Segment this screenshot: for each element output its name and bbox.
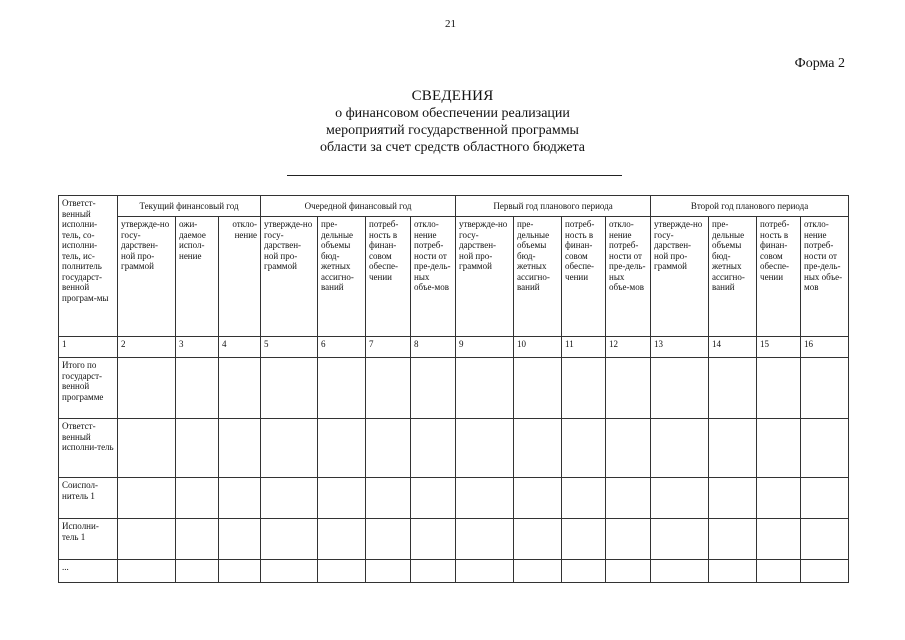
data-cell[interactable] <box>709 519 757 560</box>
data-cell[interactable] <box>606 478 651 519</box>
data-cell[interactable] <box>366 478 411 519</box>
data-cell[interactable] <box>318 560 366 583</box>
data-cell[interactable] <box>261 419 318 478</box>
data-cell[interactable] <box>318 519 366 560</box>
data-cell[interactable] <box>514 419 562 478</box>
data-cell[interactable] <box>219 419 261 478</box>
header-current-year: Текущий финансовый год <box>118 196 261 217</box>
data-cell[interactable] <box>176 519 219 560</box>
data-cell[interactable] <box>757 358 801 419</box>
subheader: потреб-ность в финан-совом обеспе-чении <box>366 217 411 337</box>
subheader: откло-нение <box>219 217 261 337</box>
data-cell[interactable] <box>219 478 261 519</box>
data-cell[interactable] <box>562 478 606 519</box>
data-cell[interactable] <box>562 358 606 419</box>
subheader: утвержде-но госу-дарствен-ной про-граммой <box>456 217 514 337</box>
data-cell[interactable] <box>411 519 456 560</box>
table-row <box>59 519 849 560</box>
data-cell[interactable] <box>456 358 514 419</box>
row-label: Ответст-венный исполни-тель <box>59 419 118 478</box>
column-number: 10 <box>514 337 562 358</box>
data-cell[interactable] <box>562 519 606 560</box>
header-responsible: Ответст-венный исполни-тель, со-исполни-тель, ис-полнитель государст-венной програм-мы <box>59 196 118 337</box>
data-cell[interactable] <box>606 560 651 583</box>
data-cell[interactable] <box>118 519 176 560</box>
data-cell[interactable] <box>219 519 261 560</box>
data-cell[interactable] <box>219 358 261 419</box>
data-cell[interactable] <box>651 358 709 419</box>
subheader: ожи-даемое испол-нение <box>176 217 219 337</box>
data-cell[interactable] <box>318 419 366 478</box>
financing-table <box>58 195 849 583</box>
column-number: 2 <box>118 337 176 358</box>
data-cell[interactable] <box>366 560 411 583</box>
data-cell[interactable] <box>514 358 562 419</box>
data-cell[interactable] <box>456 478 514 519</box>
column-number: 14 <box>709 337 757 358</box>
data-cell[interactable] <box>261 519 318 560</box>
subheader: пре-дельные объемы бюд-жетных ассигно-ваний <box>514 217 562 337</box>
column-number: 15 <box>757 337 801 358</box>
column-number: 3 <box>176 337 219 358</box>
subheader: утвержде-но госу-дарствен-ной про-граммой <box>651 217 709 337</box>
subheader: откло-нение потреб-ности от пре-дель-ных объе-мов <box>411 217 456 337</box>
header-next-year: Очередной финансовый год <box>261 196 456 217</box>
subheader: пре-дельные объемы бюд-жетных ассигно-ваний <box>318 217 366 337</box>
data-cell[interactable] <box>651 560 709 583</box>
header-plan-year-1: Первый год планового периода <box>456 196 651 217</box>
data-cell[interactable] <box>562 560 606 583</box>
data-cell[interactable] <box>709 358 757 419</box>
data-cell[interactable] <box>651 519 709 560</box>
data-cell[interactable] <box>606 358 651 419</box>
data-cell[interactable] <box>411 419 456 478</box>
table-row <box>59 560 849 583</box>
title-underline <box>287 175 622 176</box>
data-cell[interactable] <box>514 560 562 583</box>
table-row <box>59 419 849 478</box>
data-cell[interactable] <box>411 478 456 519</box>
data-cell[interactable] <box>318 478 366 519</box>
table-row <box>59 478 849 519</box>
data-cell[interactable] <box>176 358 219 419</box>
document-title <box>0 88 905 156</box>
data-cell[interactable] <box>709 478 757 519</box>
data-cell[interactable] <box>801 419 849 478</box>
title-line-2: мероприятий государственной программы <box>326 123 579 138</box>
row-label: Соиспол-нитель 1 <box>59 478 118 519</box>
column-number-row <box>59 337 849 358</box>
subheader: потреб-ность в финан-совом обеспе-чении <box>757 217 801 337</box>
data-cell[interactable] <box>176 419 219 478</box>
column-number: 7 <box>366 337 411 358</box>
title-line-3: области за счет средств областного бюджета <box>319 140 586 155</box>
data-cell[interactable] <box>709 560 757 583</box>
title-line-1: о финансовом обеспечении реализации <box>335 106 570 121</box>
data-cell[interactable] <box>651 478 709 519</box>
data-cell[interactable] <box>606 519 651 560</box>
row-label: ... <box>59 560 118 583</box>
header-plan-year-2: Второй год планового периода <box>651 196 849 217</box>
column-number: 5 <box>261 337 318 358</box>
subheader: пре-дельные объемы бюд-жетных ассигно-ваний <box>709 217 757 337</box>
form-label: Форма 2 <box>794 56 845 71</box>
column-number: 13 <box>651 337 709 358</box>
data-cell[interactable] <box>801 478 849 519</box>
data-cell[interactable] <box>411 560 456 583</box>
data-cell[interactable] <box>456 419 514 478</box>
data-cell[interactable] <box>118 478 176 519</box>
data-cell[interactable] <box>366 419 411 478</box>
row-label: Исполни-тель 1 <box>59 519 118 560</box>
data-cell[interactable] <box>757 478 801 519</box>
column-number: 6 <box>318 337 366 358</box>
data-cell[interactable] <box>606 419 651 478</box>
data-cell[interactable] <box>261 358 318 419</box>
subheader: откло-нение потреб-ности от пре-дель-ных объе-мов <box>606 217 651 337</box>
data-cell[interactable] <box>176 560 219 583</box>
data-cell[interactable] <box>456 560 514 583</box>
data-cell[interactable] <box>318 358 366 419</box>
subheader: откло-нение потреб-ности от пре-дель-ных объе-мов <box>801 217 849 337</box>
data-cell[interactable] <box>801 519 849 560</box>
data-cell[interactable] <box>514 519 562 560</box>
row-label: Итого по государст-венной программе <box>59 358 118 419</box>
table-row <box>59 358 849 419</box>
subheader: потреб-ность в финан-совом обеспе-чении <box>562 217 606 337</box>
data-cell[interactable] <box>118 419 176 478</box>
subheader: утвержде-но госу-дарствен-ной про-граммой <box>118 217 176 337</box>
data-cell[interactable] <box>757 419 801 478</box>
data-cell[interactable] <box>261 560 318 583</box>
data-cell[interactable] <box>709 419 757 478</box>
data-cell[interactable] <box>456 519 514 560</box>
data-cell[interactable] <box>366 519 411 560</box>
subheader: утвержде-но госу-дарствен-ной про-граммой <box>261 217 318 337</box>
data-cell[interactable] <box>562 419 606 478</box>
column-number: 11 <box>562 337 606 358</box>
page-number: 21 <box>445 18 456 30</box>
data-cell[interactable] <box>514 478 562 519</box>
data-cell[interactable] <box>801 358 849 419</box>
data-cell[interactable] <box>757 519 801 560</box>
title-main: СВЕДЕНИЯ <box>411 88 494 104</box>
data-cell[interactable] <box>118 358 176 419</box>
data-cell[interactable] <box>651 419 709 478</box>
data-cell[interactable] <box>801 560 849 583</box>
column-number: 12 <box>606 337 651 358</box>
column-number: 1 <box>59 337 118 358</box>
column-number: 9 <box>456 337 514 358</box>
data-cell[interactable] <box>118 560 176 583</box>
column-number: 8 <box>411 337 456 358</box>
column-number: 16 <box>801 337 849 358</box>
data-cell[interactable] <box>757 560 801 583</box>
data-cell[interactable] <box>219 560 261 583</box>
column-number: 4 <box>219 337 261 358</box>
data-cell[interactable] <box>411 358 456 419</box>
data-cell[interactable] <box>366 358 411 419</box>
data-cell[interactable] <box>176 478 219 519</box>
data-cell[interactable] <box>261 478 318 519</box>
